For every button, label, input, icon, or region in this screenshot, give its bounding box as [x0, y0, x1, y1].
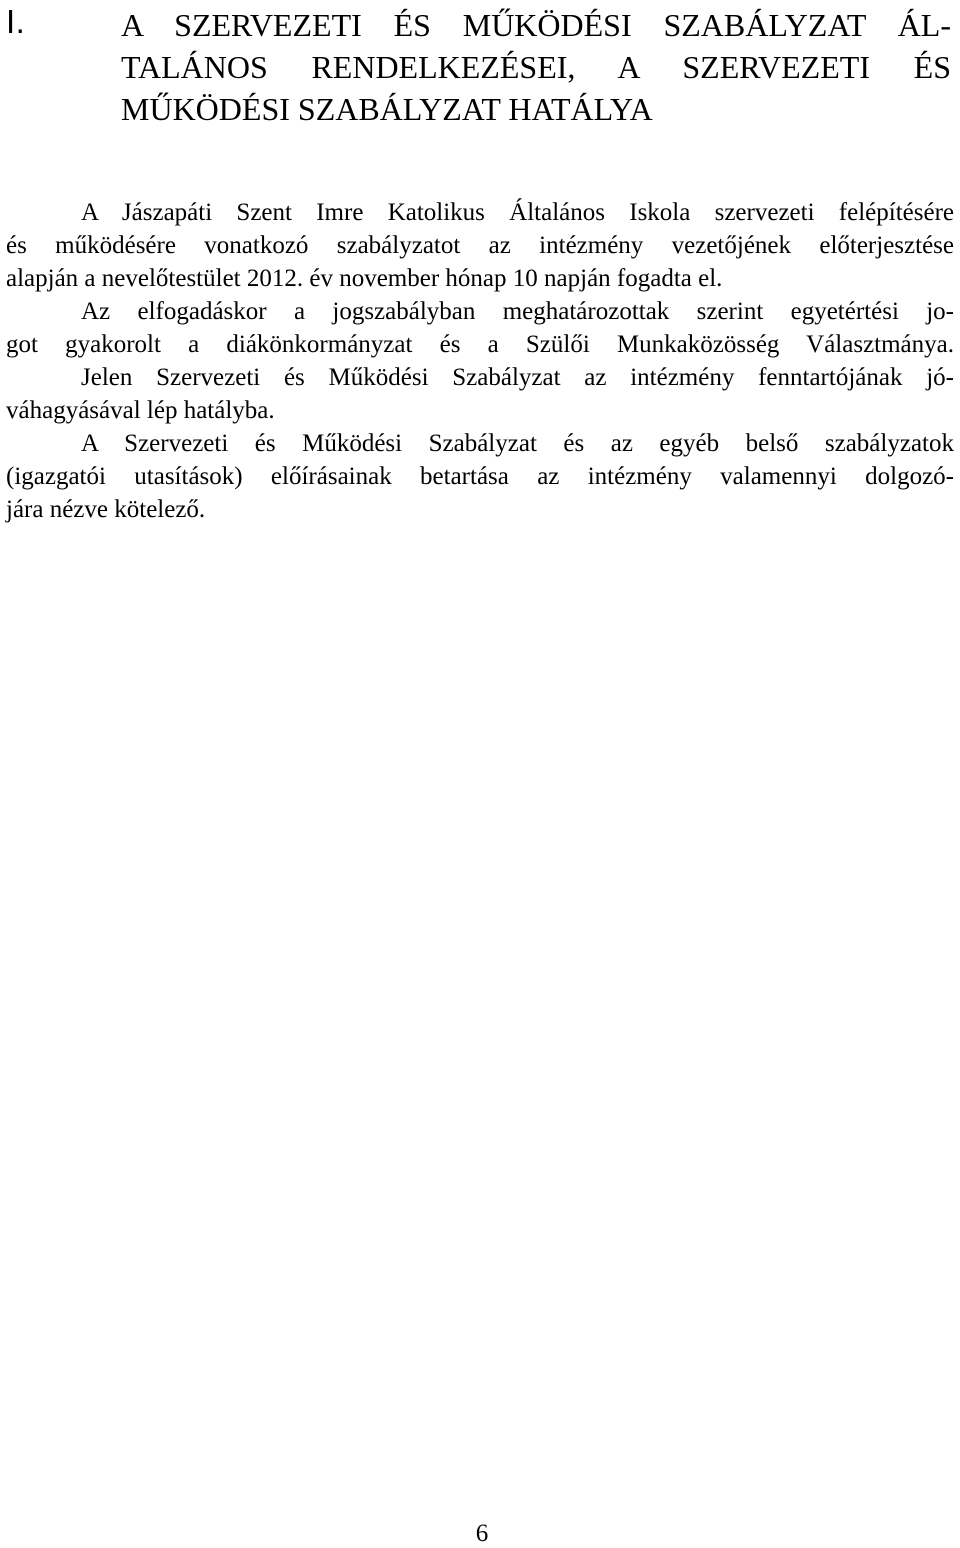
section-title [121, 4, 951, 130]
paragraph-4-line-2: (igazgatói utasítások) előírásainak betartása az intézmény valamennyi dolgozó- [6, 463, 954, 490]
paragraph-4-line-3: jára nézve kötelező. [6, 496, 206, 523]
paragraph-1-line-1: A Jászapáti Szent Imre Katolikus Általános Iskola szervezeti felépítésére [81, 199, 954, 226]
paragraph-1-line-3: alapján a nevelőtestület 2012. év november hónap 10 napján fogadta el. [6, 265, 723, 292]
page-number: 6 [475, 1520, 489, 1547]
body-text [6, 196, 954, 526]
section-heading [0, 0, 960, 127]
section-title-line-3: MŰKÖDÉSI SZABÁLYZAT HATÁLYA [121, 91, 653, 127]
paragraph-3-line-1: Jelen Szervezeti és Működési Szabályzat az intézmény fenntartójának jó- [81, 364, 954, 391]
paragraph-1-line-2: és működésére vonatkozó szabályzatot az intézmény vezetőjének előterjesztése [6, 232, 954, 259]
paragraph-2-line-2: got gyakorolt a diákönkormányzat és a Szülői Munkaközösség Választmánya. [6, 331, 954, 358]
paragraph-3-line-2: váhagyásával lép hatályba. [6, 397, 275, 424]
paragraph-2-line-1: Az elfogadáskor a jogszabályban meghatározottak szerint egyetértési jo- [81, 298, 954, 325]
section-title-line-1: A SZERVEZETI ÉS MŰKÖDÉSI SZABÁLYZAT ÁL- [121, 7, 951, 43]
paragraph-4-line-1: A Szervezeti és Működési Szabályzat és az egyéb belső szabályzatok [81, 430, 954, 457]
section-number: I. [6, 3, 26, 40]
section-title-line-2: TALÁNOS RENDELKEZÉSEI, A SZERVEZETI ÉS [121, 49, 951, 85]
